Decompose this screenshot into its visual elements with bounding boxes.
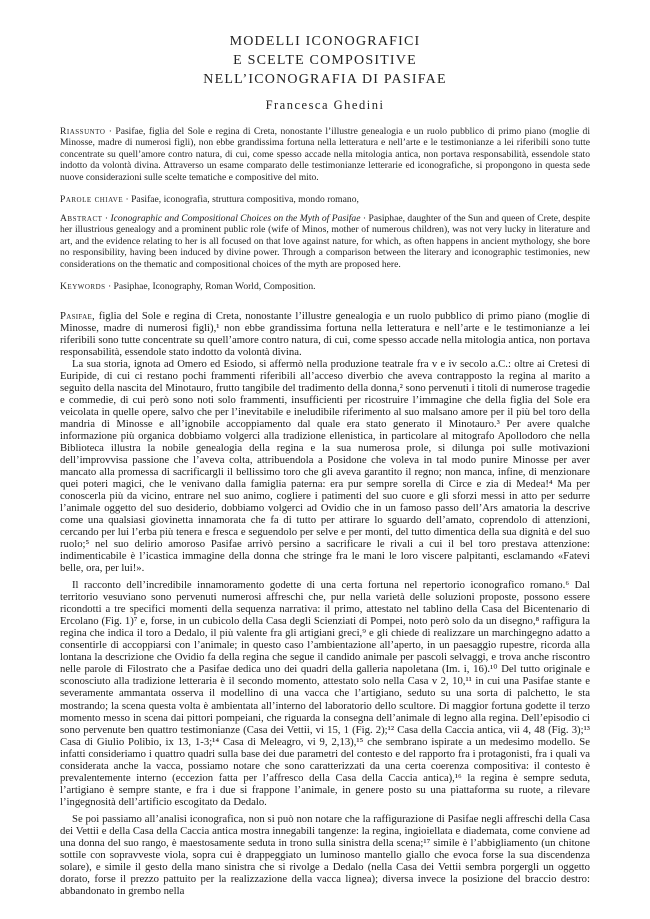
abstract-english-text: · Pasiphae, daughter of the Sun and queen of Crete, despite her illustrious genealogy and a prominent public role (wife of Minos, mother of numerous children), was not very lucky in literature and art, and the evidence relating to her is all focused on that love against nature, for which, as often happens in ancient mythology, she bore no responsibility, having been induced by divine power. Through a comparison between the literary and iconographic testimonies, new considerations on the thematic and compositional choices of the myth are proposed here.	[60, 213, 590, 270]
keywords-italian-label: Parole chiave	[60, 194, 124, 205]
body-lead-word: Pasifae,	[60, 310, 95, 322]
abstract-italian	[60, 126, 590, 183]
abstract-italian-label: Riassunto	[60, 126, 106, 137]
keywords-english-label: Keywords	[60, 281, 106, 292]
body-paragraph-1	[60, 310, 590, 358]
abstract-italian-text: · Pasifae, figlia del Sole e regina di Creta, nonostante l’illustre genealogia e un ruolo pubblico di primo piano (moglie di Minosse, madre di numerosi figli), non ebbe grandissima fortuna nella letteratura e nell’arte e le testimonianze a lei riferibili sono tutte concentrate su quell’amore contro natura, di cui, come spesso accade nella mitologia antica, non portava responsabilità, essendole stato indotto da volontà divina. Attraverso un esame comparato delle testimonianze letterarie ed iconografiche, si propongono in questa sede nuove considerazioni sulle scelte tematiche e compositive del mito.	[60, 126, 590, 183]
article-title-line-1: MODELLI ICONOGRAFICI	[229, 34, 421, 49]
article-title-line-3: NELL’ICONOGRAFIA DI PASIFAE	[203, 72, 447, 87]
body-paragraph-1-text: figlia del Sole e regina di Creta, nonostante l’illustre genealogia e un ruolo pubblico di primo piano (moglie di Minosse, madre di numerosi figli),¹ non ebbe grandissima fortuna nella letteratura e nell’arte e le testimonianze a lei riferibili sono tutte concentrate su quell’amore contro natura, di cui, come spesso accade nella mitologia antica, non portava responsabilità, essendole stato indotto da volontà divina.	[60, 310, 590, 359]
body-paragraph-2: La sua storia, ignota ad Omero ed Esiodo, si affermò nella produzione teatrale fra v e iv secolo a.C.: oltre ai Cretesi di Euripide, di cui ci restano pochi frammenti riferibili all’acceso diverbio che aveva contrapposto la regina al marito a seguito della nascita del Minotauro, frutto tangibile del tradimento della donna,² sono pervenuti i titoli di numerose tragedie e commedie, di cui però sono noti solo frammenti, insufficienti per ricostruire l’immagine che della figlia del Sole era veicolata in quelle opere, salvo che per l’inevitabile e ineludibile riferimento al suo malsano amore per il più bel toro della mandria di Minosse e all’ignobile accoppiamento dal quale era stato generato il Minotauro.³ Per avere qualche informazione più organica dobbiamo volgerci alla tradizione ellenistica, in particolare al mitografo Apollodoro che nella Biblioteca illustra la nobile genealogia della regina e la sua numerosa prole, si dilunga poi sulle motivazioni dell’improvvisa passione che l’aveva colta, attribuendola a Posidone che voleva in tal modo punire Minosse per aver mancato alla promessa di sacrificargli il bellissimo toro che gli aveva garantito il regno; non manca, infine, di menzionare quei poteri magici, che le venivano dalla famiglia paterna: era pur sempre sorella di Circe e zia di Medea!⁴ Ma per conoscerla più da vicino, entrare nel suo animo, cogliere i patimenti del suo cuore e gli sforzi messi in atto per sedurre l’animale oggetto del suo desiderio, dobbiamo volgerci ad Ovidio che in un famoso passo dell’Ars amatoria la descrive come una qualsiasi giovinetta innamorata che fa di tutto per attirare lo sguardo dell’amato, coprendolo di attenzioni, cercando per lui l’erba più tenera e fresca e seguendolo per selve e per monti, del tutto dimentica della sua dignità e del suo ruolo;⁵ nel suo delirio amoroso Pasifae arrivò persino a sacrificare le rivali a cui il bel toro prestava attenzione: indimenticabile è l’icastica immagine della donna che stringe fra le mani le loro viscere palpitanti, esclamando «Fatevi belle, ora, per lui!».	[60, 358, 590, 575]
abstract-english-title: Iconographic and Compositional Choices on the Myth of Pasifae	[110, 213, 361, 224]
keywords-italian	[60, 194, 590, 205]
abstract-english: Abstract · Iconographic and Compositional Choices on the Myth of Pasifae · Pasiphae, daughter of the Sun and queen of Crete, despite her illustrious genealogy and a prominent public role (wife of Minos, mother of numerous children), was not very lucky in literature and art, and the evidence relating to her is all focused on that love against nature, for which, as often happens in ancient mythology, she bore no responsibility, having been induced by divine power. Through a comparison between the literary and iconographic testimonies, new considerations on the thematic and compositional choices of the myth are proposed here.	[60, 213, 590, 270]
body-paragraph-3: Il racconto dell’incredibile innamoramento godette di una certa fortuna nel repertorio iconografico romano.⁶ Dal territorio vesuviano sono pervenuti numerosi affreschi che, pur nella varietà delle soluzioni proposte, possono essere ricondotti a tre specifici momenti della sequenza narrativa: il primo, attestato nel tablino della Casa del Bicentenario di Ercolano (Fig. 1)⁷ e, forse, in un cubicolo della Casa degli Scienziati di Pompei, noto però solo da un disegno,⁸ raffigura la regina che indica il toro a Dedalo, il più valente fra gli artigiani greci,⁹ e gli chiede di realizzare un marchingegno adatto a consentirle di accoppiarsi con l’animale; in questo caso l’ambientazione all’aperto, in un paesaggio rupestre, ricorda alla lontana la descrizione che Ovidio fa della regina che segue il candido animale per pascoli selvaggi, e trova anche riscontro nelle parole di Filostrato che a Pasifae dedica uno dei quadri della galleria napoletana (Im. i, 16).¹⁰ Del tutto originale e sconosciuto alla tradizione letteraria è il secondo momento, attestato solo nella Casa v 2, 10,¹¹ in cui una Pasifae stante e severamente ammantata osserva il modellino di una vacca che l’artigiano, seduto su una sorta di palchetto, le sta mostrando; la scena questa volta è ambientata all’interno del laboratorio dello scultore. Di maggior fortuna godette il terzo momento messo in scena dai pittori pompeiani, che riguarda la consegna dell’animale di legno alla regina. Dell’episodio ci sono pervenute ben quattro testimonianze (Casa dei Vettii, vi 15, 1 (Fig. 2);¹² Casa della Caccia antica, vii 4, 48 (Fig. 3);¹³ Casa di Giulio Polibio, ix 13, 1-3;¹⁴ Casa di Meleagro, vi 9, 2,13),¹⁵ che sembrano ispirate a un medesimo modello. Se infatti consideriamo i quattro quadri sulla base dei due parametri del contesto e del rapporto fra i protagonisti, fra i quali va considerata anche la vacca, possiamo notare che sono caratterizzati da una certa coerenza compositiva: il contesto è prevalentemente interno (eccezion fatta per l’affresco della Casa della Caccia antica),¹⁶ la regina è sempre seduta, l’artigiano è sempre stante, e fra i due si frappone l’animale, in genere posto su una piattaforma su ruote, a rilevare l’ingegnosità dell’artificio escogitato da Dedalo.	[60, 579, 590, 808]
article-title-line-2: E SCELTE COMPOSITIVE	[233, 53, 417, 68]
article-page	[60, 0, 590, 919]
keywords-english-text: · Pasiphae, Iconography, Roman World, Composition.	[105, 281, 316, 292]
author-name: Francesca Ghedini	[265, 98, 385, 112]
keywords-italian-text: · Pasifae, iconografia, struttura compositiva, mondo romano,	[123, 194, 359, 205]
abstract-english-label: Abstract	[60, 213, 103, 224]
article-body	[60, 310, 590, 897]
body-paragraph-4: Se poi passiamo all’analisi iconografica, non si può non notare che la raffigurazione di Pasifae negli affreschi della Casa dei Vettii e della Casa della Caccia antica mostra innegabili tangenze: la regina, ingioiellata e diademata, come conviene ad una donna del suo rango, è maestosamente seduta in trono sulla sinistra della scena;¹⁷ simile è l’abbigliamento (un chitone sottile con sopravveste viola, sopra cui è drappeggiato un luminoso mantello giallo che evoca forse la sua discendenza solare), e simile il gesto della mano sinistra che si rivolge a Dedalo (nella Casa dei Vettii sembra porgergli un oggetto dorato, forse il prezzo pattuito per la realizzazione della vacca lignea); diversa invece la posizione del braccio destro: abbandonato in grembo nella	[60, 812, 590, 897]
keywords-english	[60, 281, 590, 292]
